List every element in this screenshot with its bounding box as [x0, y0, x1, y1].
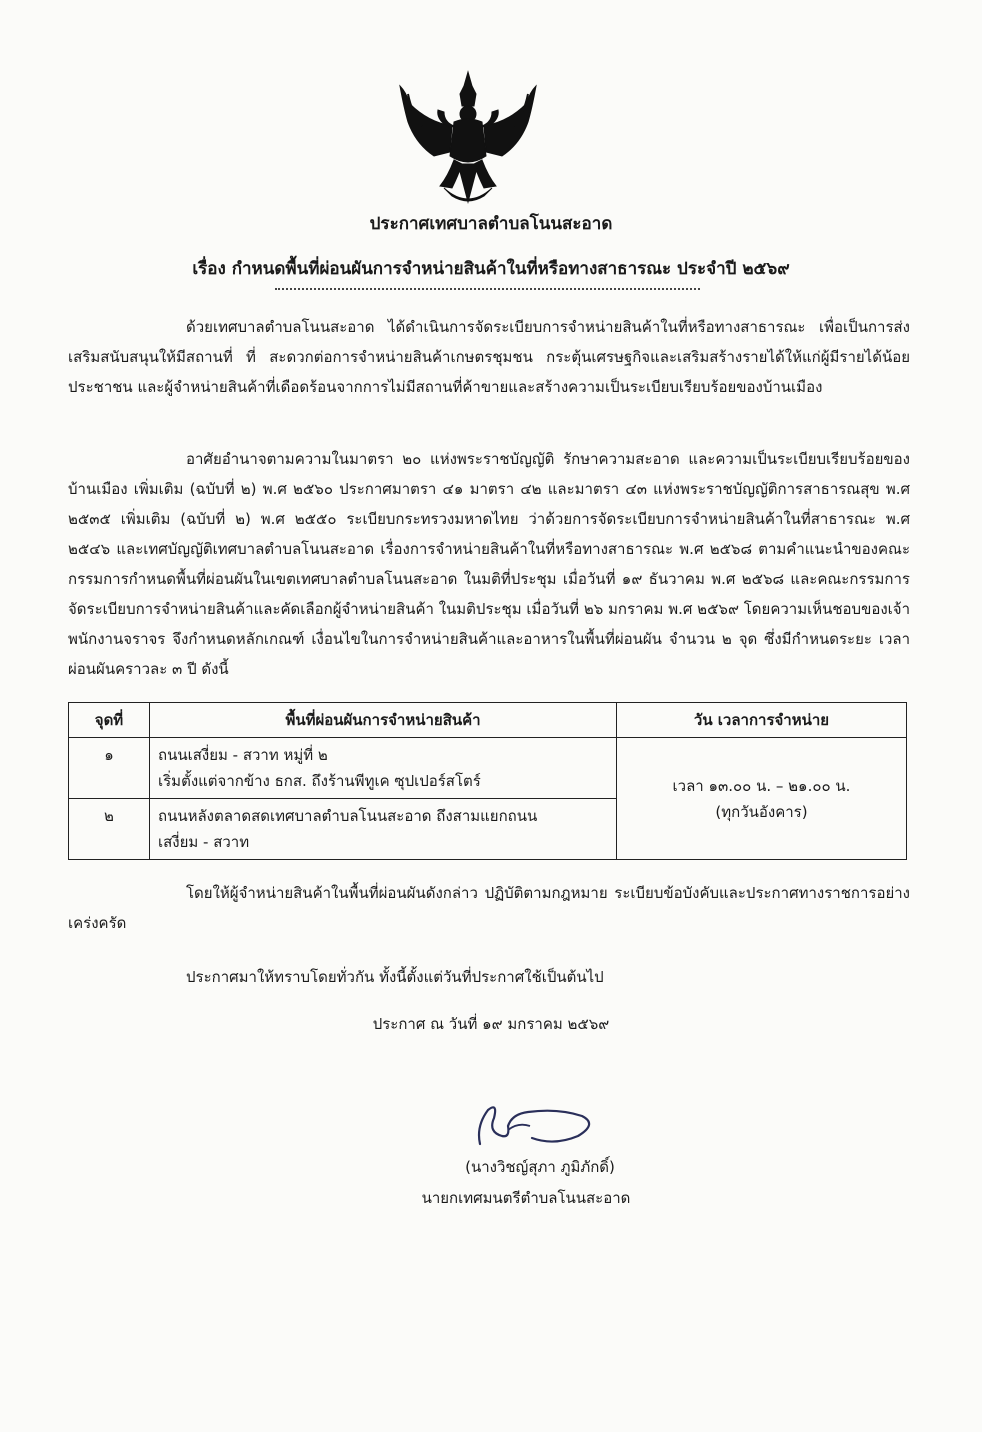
header-area: พื้นที่ผ่อนผันการจำหน่ายสินค้า: [150, 703, 617, 738]
signatory-position: นายกเทศมนตรีตำบลโนนสะอาด: [421, 1189, 631, 1207]
signatory-name: (นางวิชญ์สุภา ภูมิภักดิ์): [465, 1158, 615, 1176]
point-no: ๑: [69, 738, 150, 799]
paragraph-compliance: [68, 878, 910, 938]
area-line: ถนนเสงี่ยม - สวาท หมู่ที่ ๒: [158, 746, 328, 764]
header-point-no: จุดที่: [69, 703, 150, 738]
table-row: [69, 738, 907, 799]
paragraph-2-text: อาศัยอำนาจตามความในมาตรา ๒๐ แห่งพระราชบัญญัติ รักษาความสะอาด และความเป็นระเบียบเรียบร้อยของบ้านเมือง เพิ่มเติม (ฉบับที่ ๒) พ.ศ ๒๕๖๐ ประกาศมาตรา ๔๑ มาตรา ๔๒ และมาตรา ๔๓ แห่งพระราชบัญญัติการสาธารณสุข พ.ศ ๒๕๓๕ เพิ่มเติม (ฉบับที่ ๒) พ.ศ ๒๕๕๐ ระเบียบกระทรวงมหาดไทย ว่าด้วยการจัดระเบียบการจำหน่ายสินค้าในที่สาธารณะ พ.ศ ๒๕๔๖ และเทศบัญญัติเทศบาลตำบลโนนสะอาด เรื่องการจำหน่ายสินค้าในที่หรือทางสาธารณะ พ.ศ ๒๕๖๘ ตามคำแนะนำของคณะกรรมการกำหนดพื้นที่ผ่อนผันในเขตเทศบาลตำบลโนนสะอาด ในมติที่ประชุม เมื่อวันที่ ๑๙ ธันวาคม พ.ศ ๒๕๖๘ และคณะกรรมการจัดระเบียบการจำหน่ายสินค้าและคัดเลือกผู้จำหน่ายสินค้า ในมติประชุม เมื่อวันที่ ๒๖ มกราคม พ.ศ ๒๕๖๙ โดยความเห็นชอบของเจ้าพนักงานจราจร จึงกำหนดหลักเกณฑ์ เงื่อนไขในการจำหน่ายสินค้าและอาหารในพื้นที่ผ่อนผัน จำนวน ๒ จุด ซึ่งมีกำหนดระยะ เวลาผ่อนผันคราวละ ๓ ปี ดังนี้: [68, 450, 910, 678]
time-cell: [617, 738, 907, 860]
area-cell: [150, 738, 617, 799]
paragraph-authority: [68, 444, 910, 684]
document-title: ประกาศเทศบาลตำบลโนนสะอาด: [369, 214, 613, 234]
relief-area-table: [68, 702, 907, 860]
paragraph-intro: [68, 312, 910, 402]
paragraph-announcement: ประกาศมาให้ทราบโดยทั่วกัน ทั้งนี้ตั้งแต่วันที่ประกาศใช้เป็นต้นไป: [186, 968, 604, 986]
point-no: ๒: [69, 799, 150, 860]
sale-time: เวลา ๑๓.๐๐ น. – ๒๑.๐๐ น.: [672, 776, 851, 795]
announcement-date: ประกาศ ณ วันที่ ๑๙ มกราคม ๒๕๖๙: [372, 1015, 610, 1033]
area-cell: [150, 799, 617, 860]
header-time: วัน เวลาการจำหน่าย: [617, 703, 907, 738]
area-line: เสงี่ยม - สวาท: [158, 833, 250, 851]
signature-icon: [458, 1096, 608, 1150]
area-line: เริ่มตั้งแต่จากข้าง ธกส. ถึงร้านพีทูเค ซุปเปอร์สโตร์: [158, 772, 481, 790]
document-subject: เรื่อง กำหนดพื้นที่ผ่อนผันการจำหน่ายสินค้าในที่หรือทางสาธารณะ ประจำปี ๒๕๖๙: [192, 259, 790, 279]
paragraph-3-text: โดยให้ผู้จำหน่ายสินค้าในพื้นที่ผ่อนผันดังกล่าว ปฏิบัติตามกฎหมาย ระเบียบข้อบังคับและประกาศทางราชการอย่างเคร่งครัด: [68, 884, 910, 932]
area-line: ถนนหลังตลาดสดเทศบาลตำบลโนนสะอาด ถึงสามแยกถนน: [158, 807, 538, 825]
dotted-divider: [275, 288, 700, 290]
paragraph-1-text: ด้วยเทศบาลตำบลโนนสะอาด ได้ดำเนินการจัดระเบียบการจำหน่ายสินค้าในที่หรือทางสาธารณะ เพื่อเป็นการส่งเสริมสนับสนุนให้มีสถานที่ ที่ สะดวกต่อการจำหน่ายสินค้าเกษตรชุมชน กระตุ้นเศรษฐกิจและเสริมสร้างรายได้ให้แก่ผู้มีรายได้น้อย ประชาชน และผู้จำหน่ายสินค้าที่เดือดร้อนจากการไม่มีสถานที่ค้าขายและสร้างความเป็นระเบียบเรียบร้อยของบ้านเมือง: [68, 318, 910, 396]
sale-day: (ทุกวันอังคาร): [715, 802, 808, 821]
garuda-emblem-icon: [388, 64, 548, 214]
table-header-row: [69, 703, 907, 738]
